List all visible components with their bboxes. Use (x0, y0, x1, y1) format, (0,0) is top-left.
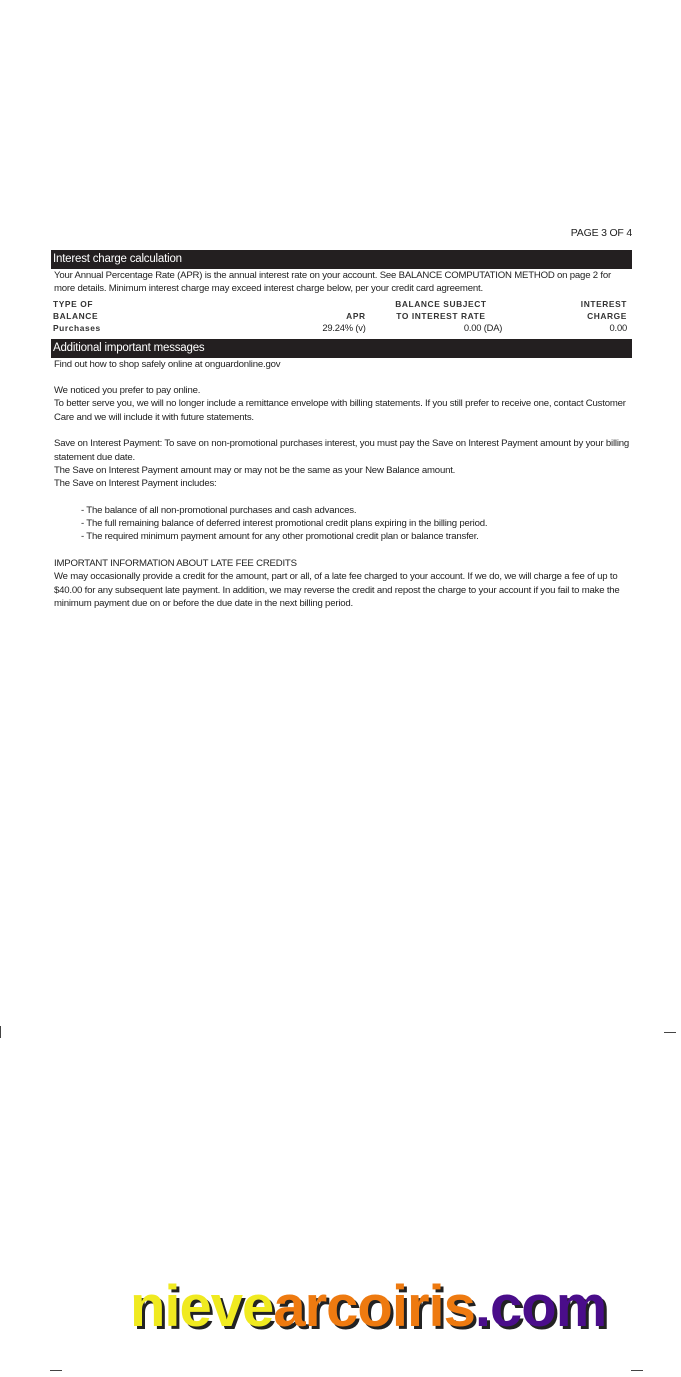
message-onguard: Find out how to shop safely online at onguardonline.gov (54, 358, 281, 370)
late-fee-body: We may occasionally provide a credit for the amount, part or all, of a late fee charged to your account. If we do, we will charge a fee of up to $40.00 for any subsequent late payment. In addition, we may reverse the credit and repost the charge to your account if you fail to make the minimum payment due on or before the due date in the next billing period. (54, 571, 620, 609)
interest-table (53, 298, 632, 334)
late-fee-title: IMPORTANT INFORMATION ABOUT LATE FEE CREDITS (54, 558, 297, 570)
page-number: PAGE 3 OF 4 (570, 227, 632, 239)
list-item: - The full remaining balance of deferred interest promotional credit plans expiring in the billing period. (81, 518, 488, 530)
crop-mark (664, 1032, 676, 1033)
col-type-1: TYPE OF (53, 298, 94, 309)
section-header-interest: Interest charge calculation (51, 250, 632, 269)
list-item: - The required minimum payment amount for any other promotional credit plan or balance transfer. (81, 531, 479, 543)
watermark-logo (130, 1274, 607, 1339)
includes-list (53, 504, 632, 544)
crop-mark (50, 1370, 62, 1371)
message-save-interest: Save on Interest Payment: To save on non-promotional purchases interest, you must pay the Save on Interest Payment amount by your billing statement due date. (54, 438, 630, 463)
row-apr: 29.24% (v) (322, 321, 366, 333)
watermark-part-2: arcoiris (273, 1274, 475, 1339)
crop-mark (0, 1026, 1, 1038)
table-row (53, 322, 632, 334)
list-item: - The balance of all non-promotional purchases and cash advances. (81, 504, 357, 516)
message-save-interest-amount: The Save on Interest Payment amount may or may not be the same as your New Balance amount. (54, 464, 456, 476)
message-remittance: To better serve you, we will no longer include a remittance envelope with billing statements. If you still prefer to receive one, contact Customer Care and we will include it with future statements. (54, 398, 626, 423)
interest-intro: Your Annual Percentage Rate (APR) is the annual interest rate on your account. See BALANCE COMPUTATION METHOD on page 2 for more details. Minimum interest charge may exceed interest charge below, per your credit card agreement. (54, 270, 611, 295)
watermark-part-1: nieve (130, 1274, 274, 1339)
statement-page (53, 226, 632, 610)
row-charge: 0.00 (609, 321, 627, 333)
col-charge-1: INTEREST (580, 298, 627, 309)
message-pay-online: We noticed you prefer to pay online. (54, 385, 201, 397)
message-save-interest-includes: The Save on Interest Payment includes: (54, 478, 217, 490)
section-header-messages: Additional important messages (51, 339, 632, 358)
col-charge-2: CHARGE (587, 310, 627, 321)
table-header-row (53, 298, 632, 322)
row-balance: 0.00 (DA) (463, 321, 503, 333)
col-balance-1: BALANCE SUBJECT (395, 298, 487, 309)
row-type: Purchases (53, 322, 101, 333)
col-apr: APR (346, 310, 366, 321)
crop-mark (631, 1370, 643, 1371)
watermark-part-3: .com (474, 1274, 607, 1339)
col-balance-2: TO INTEREST RATE (396, 310, 486, 321)
col-type-2: BALANCE (53, 310, 99, 321)
